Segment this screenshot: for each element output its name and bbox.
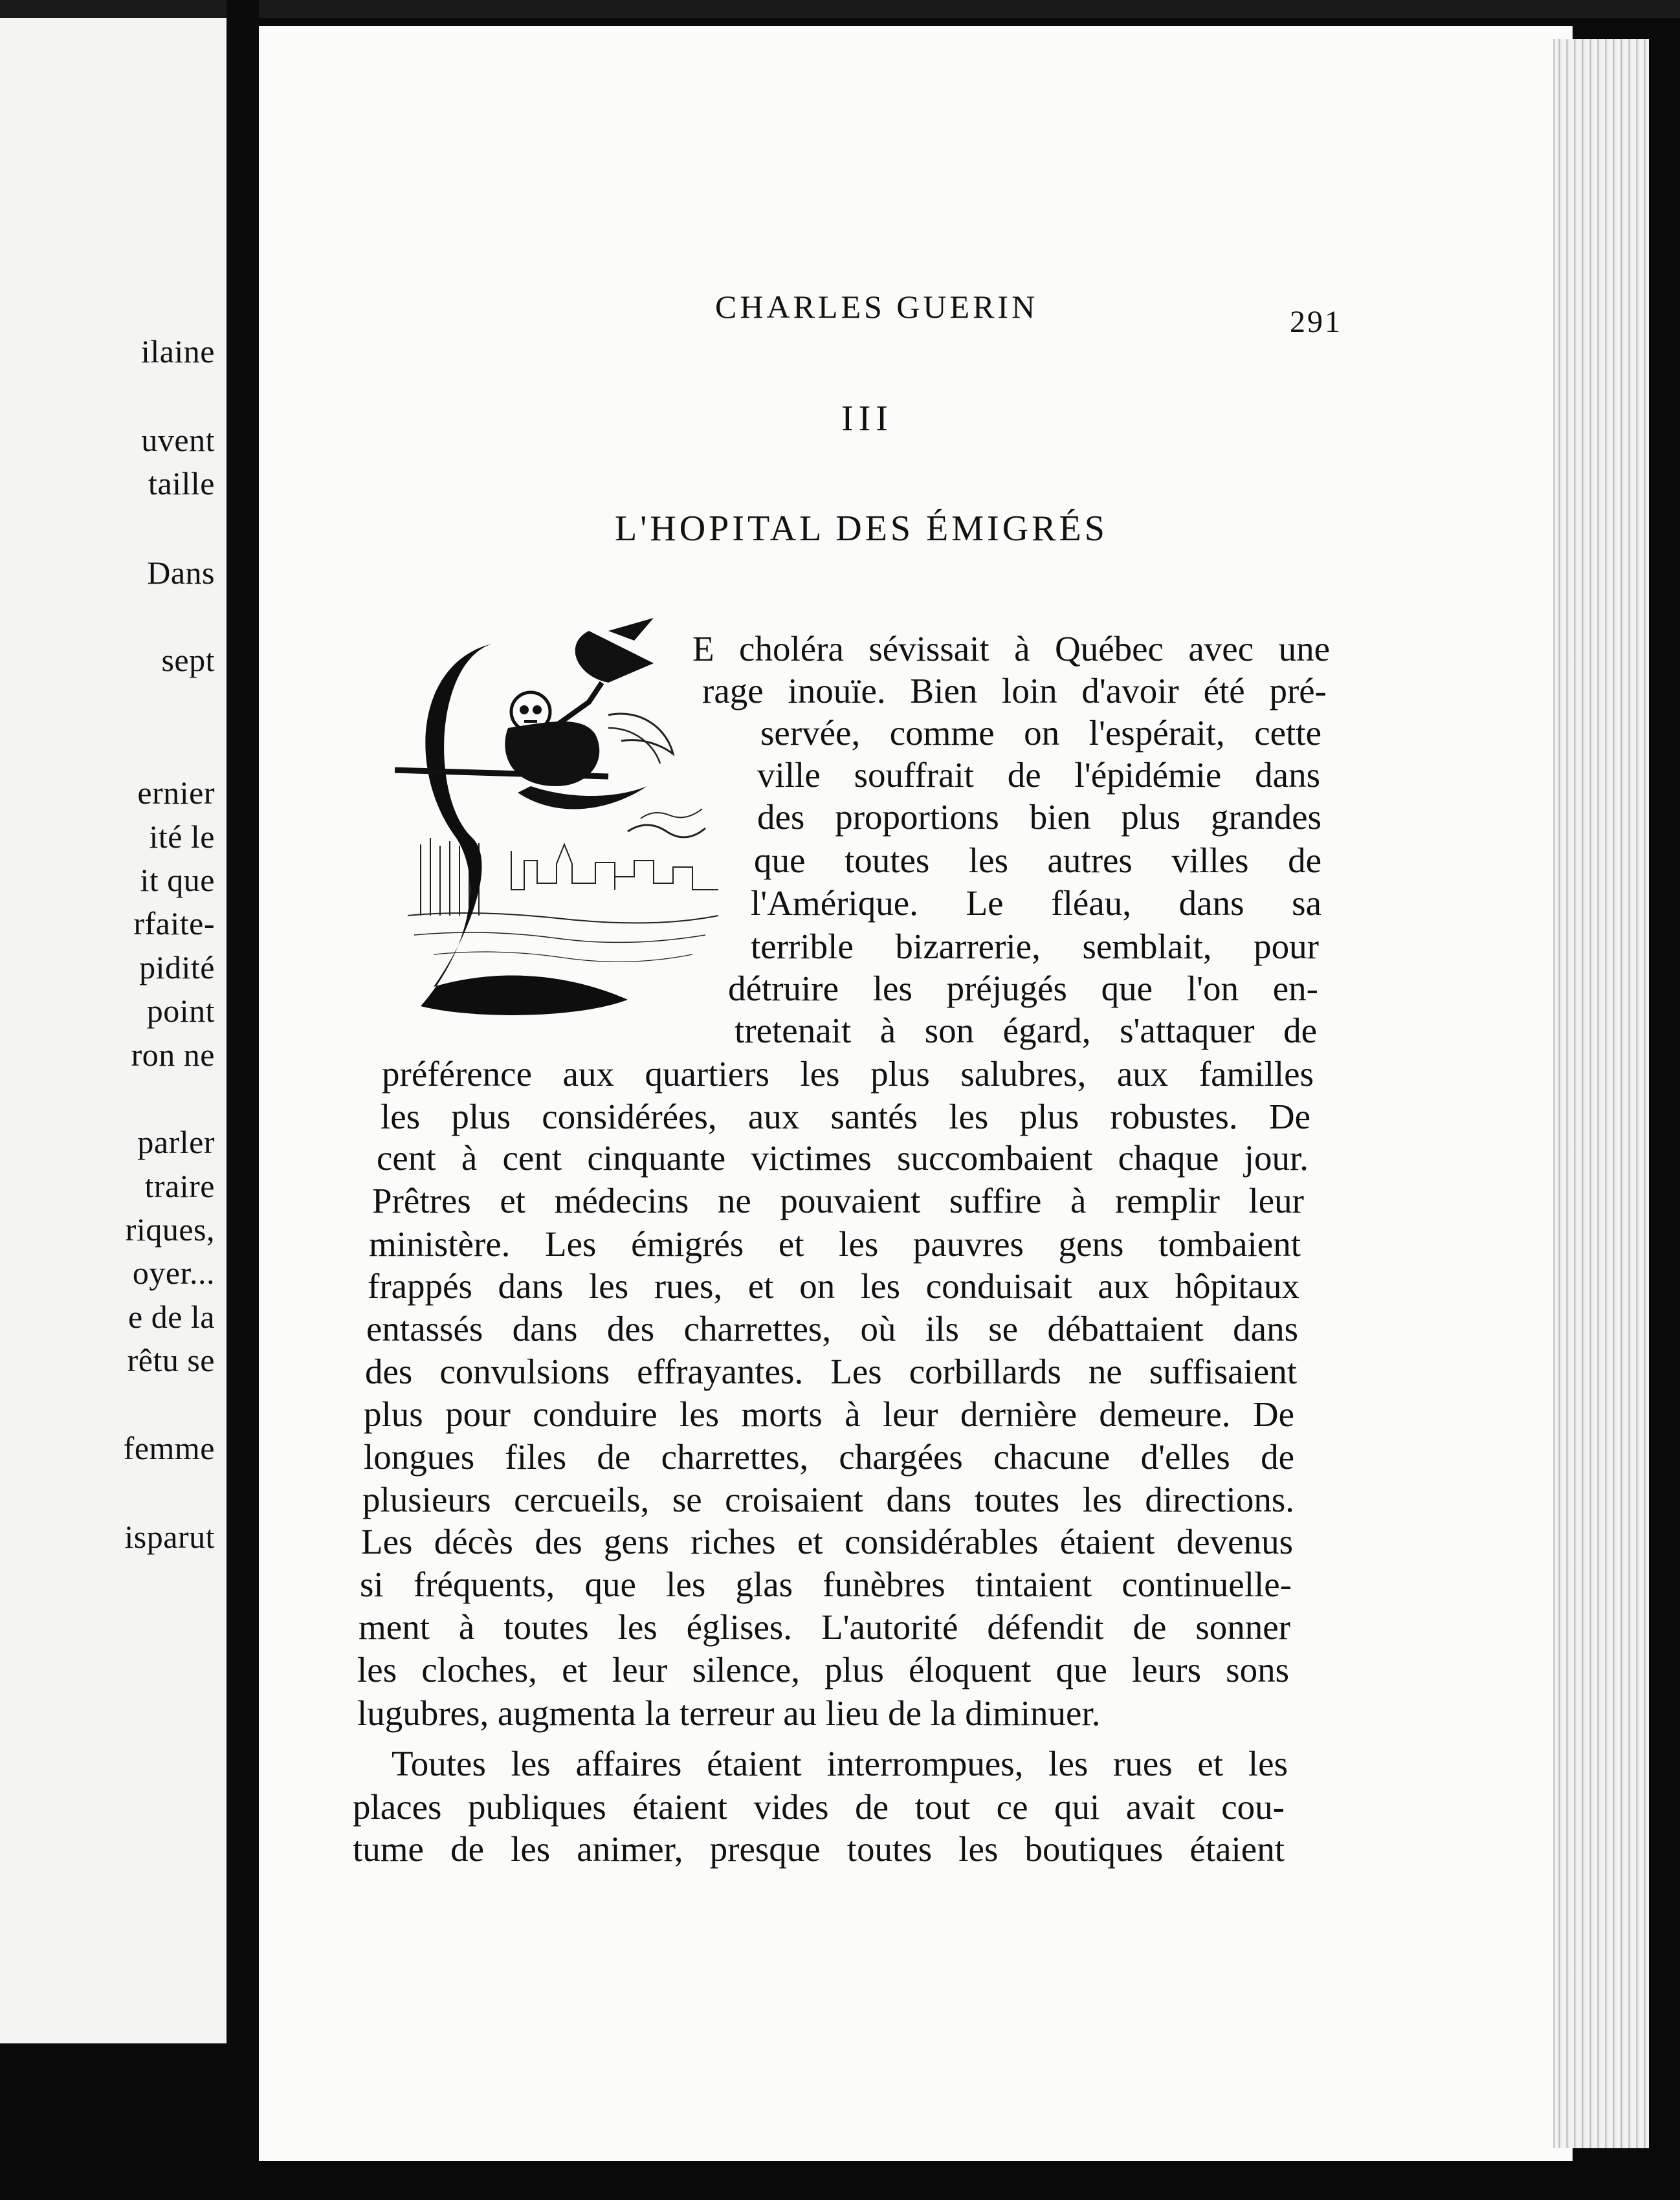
left-page-fragment: Dans xyxy=(147,555,215,591)
text-line: que toutes les autres villes de xyxy=(754,841,1321,880)
text-line: des convulsions effrayantes. Les corbillards ne suffisaient xyxy=(365,1352,1297,1391)
text-line: lugubres, augmenta la terreur au lieu de la diminuer. xyxy=(357,1693,1101,1733)
text-line: plus pour conduire les morts à leur dernière demeure. De xyxy=(364,1394,1294,1434)
dropcap-illustration xyxy=(395,605,731,1019)
chapter-title: L'HOPITAL DES ÉMIGRÉS xyxy=(615,509,1108,549)
text-line: frappés dans les rues, et on les conduisait aux hôpitaux xyxy=(368,1266,1299,1306)
left-page-fragment: ernier xyxy=(137,775,215,811)
running-title: CHARLES GUERIN xyxy=(715,289,1039,325)
left-page-fragment: it que xyxy=(140,862,215,898)
text-line: Les décès des gens riches et considérables étaient devenus xyxy=(361,1522,1293,1561)
left-page-fragment: taille xyxy=(148,465,215,501)
text-line: ment à toutes les églises. L'autorité défendit de sonner xyxy=(359,1607,1290,1647)
left-page-fragment: e de la xyxy=(128,1299,215,1335)
left-page-fragment: riques, xyxy=(125,1211,215,1248)
left-page-fragment: ron ne xyxy=(131,1037,215,1073)
text-line: servée, comme on l'espérait, cette xyxy=(760,713,1321,753)
text-line: détruire les préjugés que l'on en- xyxy=(728,969,1318,1008)
text-line: l'Amérique. Le fléau, dans sa xyxy=(751,883,1321,923)
book-gutter xyxy=(227,0,259,2200)
page-edges xyxy=(1553,39,1652,2148)
text-line: places publiques étaient vides de tout ce qui avait cou- xyxy=(353,1787,1285,1827)
left-page-fragment: oyer... xyxy=(132,1255,215,1291)
text-line: préférence aux quartiers les plus salubres, aux familles xyxy=(382,1054,1314,1094)
left-page-fragment: parler xyxy=(137,1124,215,1160)
text-line: les plus considérées, aux santés les plus robustes. De xyxy=(381,1097,1310,1136)
text-line: ministère. Les émigrés et les pauvres gens tombaient xyxy=(369,1224,1301,1264)
chapter-number: III xyxy=(841,399,893,439)
left-page xyxy=(0,18,227,2043)
left-page-fragment: point xyxy=(146,993,215,1029)
text-line: entassés dans des charrettes, où ils se débattaient dans xyxy=(366,1309,1298,1348)
text-line: si fréquents, que les glas funèbres tintaient continuelle- xyxy=(360,1565,1292,1604)
left-page-fragment: rfaite- xyxy=(133,905,215,941)
left-page-fragment: isparut xyxy=(124,1519,215,1555)
left-page-fragment: ilaine xyxy=(140,333,215,369)
text-line: cent à cent cinquante victimes succombaient chaque jour. xyxy=(377,1138,1309,1178)
text-line: terrible bizarrerie, semblait, pour xyxy=(751,927,1319,966)
text-line: les cloches, et leur silence, plus éloquent que leurs sons xyxy=(357,1650,1289,1689)
page-number: 291 xyxy=(1290,305,1342,339)
text-line: tretenait à son égard, s'attaquer de xyxy=(735,1011,1317,1050)
left-page-fragment: sept xyxy=(161,642,215,678)
scythe-blade xyxy=(518,786,647,809)
text-line: rage inouïe. Bien loin d'avoir été pré- xyxy=(702,671,1327,710)
text-line: ville souffrait de l'épidémie dans xyxy=(757,755,1320,795)
text-line: tume de les animer, presque toutes les boutiques étaient xyxy=(353,1829,1285,1869)
text-line: E choléra sévissait à Québec avec une xyxy=(692,629,1330,668)
left-page-fragment: femme xyxy=(123,1430,215,1466)
left-page-fragment: traire xyxy=(144,1168,215,1204)
text-line: longues files de charrettes, chargées chacune d'elles de xyxy=(364,1437,1294,1477)
left-page-fragment: uvent xyxy=(141,422,215,458)
text-line: Prêtres et médecins ne pouvaient suffire à remplir leur xyxy=(372,1181,1304,1220)
page-edges-shadow xyxy=(1649,39,1680,2200)
left-page-fragment: ité le xyxy=(149,819,215,855)
text-line: Toutes les affaires étaient interrompues, les rues et les xyxy=(392,1744,1288,1783)
left-page-fragment: rêtu se xyxy=(127,1342,215,1378)
text-line: plusieurs cercueils, se croisaient dans toutes les directions. xyxy=(362,1480,1294,1519)
text-line: des proportions bien plus grandes xyxy=(757,797,1321,837)
skeleton-figure xyxy=(505,618,673,786)
left-page-fragment: pidité xyxy=(139,949,215,985)
